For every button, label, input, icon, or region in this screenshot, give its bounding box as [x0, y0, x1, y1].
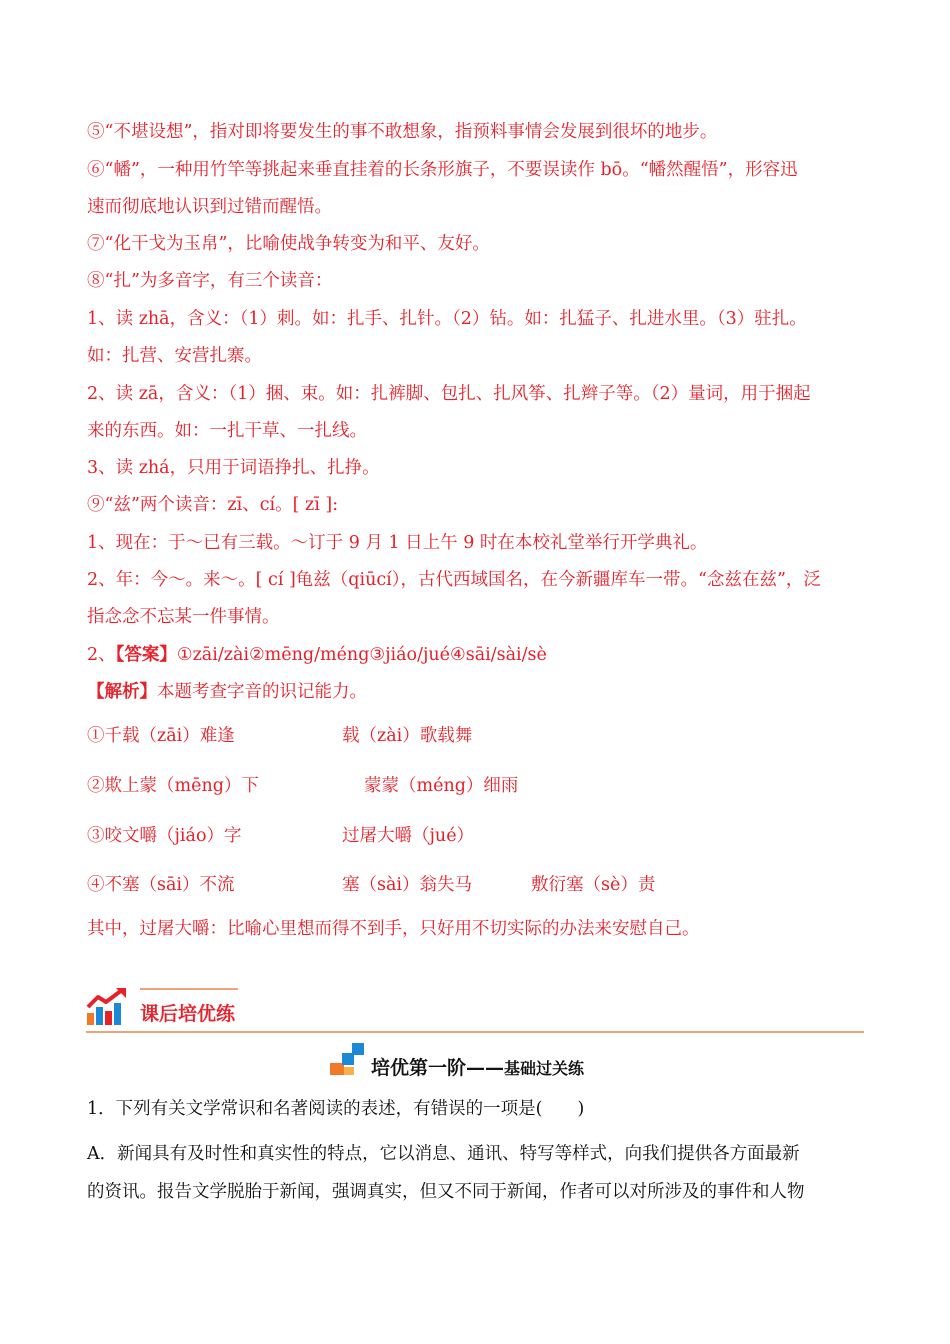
growth-chart-icon: [86, 987, 130, 1027]
note-line: 2、年：今～。来～。[ cí ]龟兹（qiūcí），古代西域国名，在今新疆库车一带。“念兹在兹”，泛: [87, 570, 821, 590]
note-line: ⑤“不堪设想”，指对即将要发生的事不敢想象，指预料事情会发展到很坏的地步。: [87, 122, 718, 142]
note-line: ⑨“兹”两个读音：zī、cí。[ zī ]:: [87, 495, 339, 515]
subsection-title-main: 培优第一阶——: [371, 1057, 505, 1079]
note-line: 指念念不忘某一件事情。: [87, 607, 280, 627]
note-line: 1、读 zhā，含义：（1）刺。如：扎手、扎针。（2）钻。如：扎猛子、扎进水里。（3）驻扎。: [87, 309, 807, 329]
note-line: ⑥“幡”，一种用竹竿等挑起来垂直挂着的长条形旗子，不要误读作 bō。“幡然醒悟”，形容迅: [87, 160, 798, 180]
note-line: 1、现在：于～已有三载。～订于 9 月 1 日上午 9 时在本校礼堂举行开学典礼。: [87, 533, 708, 553]
question-option-a-cont: 的资讯。报告文学脱胎于新闻，强调真实，但又不同于新闻，作者可以对所涉及的事件和人物: [87, 1182, 805, 1202]
note-line: 速而彻底地认识到过错而醒悟。: [87, 197, 332, 217]
subsection-title-small: 基础过关练: [504, 1059, 585, 1078]
pinyin-item: 过屠大嚼（jué）: [342, 826, 475, 846]
question-stem: 1．下列有关文学常识和名著阅读的表述，有错误的一项是( ): [87, 1099, 585, 1119]
pinyin-item: ④不塞（sāi）不流: [87, 875, 235, 895]
analysis-text: 本题考查字音的识记能力。: [157, 682, 367, 702]
subsection-title: [371, 1053, 584, 1080]
note-line: 如：扎营、安营扎寨。: [87, 346, 262, 366]
section-divider: [86, 1031, 864, 1033]
pinyin-item: ③咬文嚼（jiáo）字: [87, 826, 242, 846]
analysis-label: 【解析】: [87, 682, 157, 702]
answer-line: [87, 644, 547, 666]
stairs-icon: [328, 1041, 368, 1077]
pinyin-item: 敷衍塞（sè）责: [531, 875, 656, 895]
pinyin-item: ①千载（zāi）难逢: [87, 726, 235, 746]
analysis-line: [87, 681, 367, 703]
pinyin-item: 蒙蒙（méng）细雨: [364, 776, 519, 796]
answer-label: 【答案】: [115, 645, 177, 665]
note-line: ⑧“扎”为多音字，有三个读音：: [87, 271, 333, 291]
closing-line: 其中，过屠大嚼：比喻心里想而得不到手，只好用不切实际的办法来安慰自己。: [87, 919, 700, 939]
answer-text: ①zāi/zài②mēng/méng③jiáo/jué④sāi/sài/sè: [176, 645, 547, 665]
pinyin-item: 塞（sài）翁失马: [342, 875, 473, 895]
note-line: 来的东西。如：一扎干草、一扎线。: [87, 421, 367, 441]
answer-prefix: 2、: [87, 645, 116, 665]
banner-accent-line: [140, 988, 238, 990]
question-option-a: A．新闻具有及时性和真实性的特点，它以消息、通讯、特写等样式，向我们提供各方面最新: [87, 1144, 800, 1164]
pinyin-item: ②欺上蒙（mēng）下: [87, 776, 259, 796]
section-title: 课后培优练: [140, 1003, 236, 1025]
note-line: 2、读 zā，含义：（1）捆、束。如：扎裤脚、包扎、扎风筝、扎辫子等。（2）量词，用于捆起: [87, 384, 811, 404]
note-line: 3、读 zhá，只用于词语挣扎、扎挣。: [87, 458, 380, 478]
note-line: ⑦“化干戈为玉帛”，比喻使战争转变为和平、友好。: [87, 234, 490, 254]
pinyin-item: 载（zài）歌载舞: [342, 726, 473, 746]
